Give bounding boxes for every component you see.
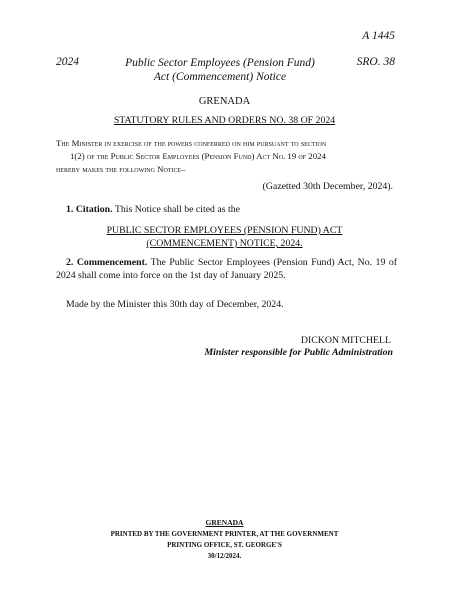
- citation-heading: Citation.: [75, 204, 113, 215]
- header-title-line2: Act (Commencement) Notice: [153, 71, 287, 83]
- footer-country: GRENADA: [205, 518, 244, 527]
- footer-printer: [0, 529, 449, 562]
- notice-title: [0, 224, 449, 250]
- footer-line2: PRINTING OFFICE, ST. GEORGE'S: [167, 541, 282, 549]
- header-title: [110, 56, 330, 84]
- footer-line1: PRINTED BY THE GOVERNMENT PRINTER, AT THE GOVERNMENT: [110, 530, 339, 538]
- gazetted-date: (Gazetted 30th December, 2024).: [262, 181, 393, 192]
- citation-number: 1.: [66, 204, 74, 215]
- header-year: 2024: [56, 56, 79, 68]
- citation-text: This Notice shall be cited as the: [114, 204, 240, 215]
- commencement-number: 2.: [66, 257, 74, 268]
- commencement-text: The Public Sector Employees (Pension Fund) Act, No. 19 of 2024 shall come into force on the 1st day of January 2025.: [56, 257, 397, 281]
- notice-title-line2: (COMMENCEMENT) NOTICE, 2024.: [146, 238, 303, 249]
- preamble-line2: 1(2) of the Public Sector Employees (Pension Fund) Act No. 19 of 2024: [70, 151, 326, 161]
- made-by-line: Made by the Minister this 30th day of December, 2024.: [66, 299, 284, 310]
- commencement-paragraph: [56, 256, 397, 282]
- preamble-line1: The Minister in exercise of the powers conferred on him pursuant to section: [56, 138, 327, 148]
- preamble-line3: hereby makes the following Notice–: [56, 164, 186, 174]
- notice-title-line1: PUBLIC SECTOR EMPLOYEES (PENSION FUND) ACT: [106, 225, 343, 236]
- header-title-line1: Public Sector Employees (Pension Fund): [125, 57, 315, 69]
- preamble: [56, 137, 397, 176]
- signer-name: DICKON MITCHELL: [300, 335, 391, 346]
- country-heading: GRENADA: [198, 96, 251, 107]
- series-heading: STATUTORY RULES AND ORDERS NO. 38 OF 2024: [113, 115, 336, 126]
- page-number: A 1445: [362, 30, 395, 42]
- citation-paragraph: [66, 204, 240, 215]
- commencement-heading: Commencement.: [76, 257, 148, 268]
- signer-role: Minister responsible for Public Administration: [204, 347, 393, 358]
- header-sro: SRO. 38: [356, 56, 395, 68]
- footer-line3: 30/12/2024.: [207, 552, 242, 560]
